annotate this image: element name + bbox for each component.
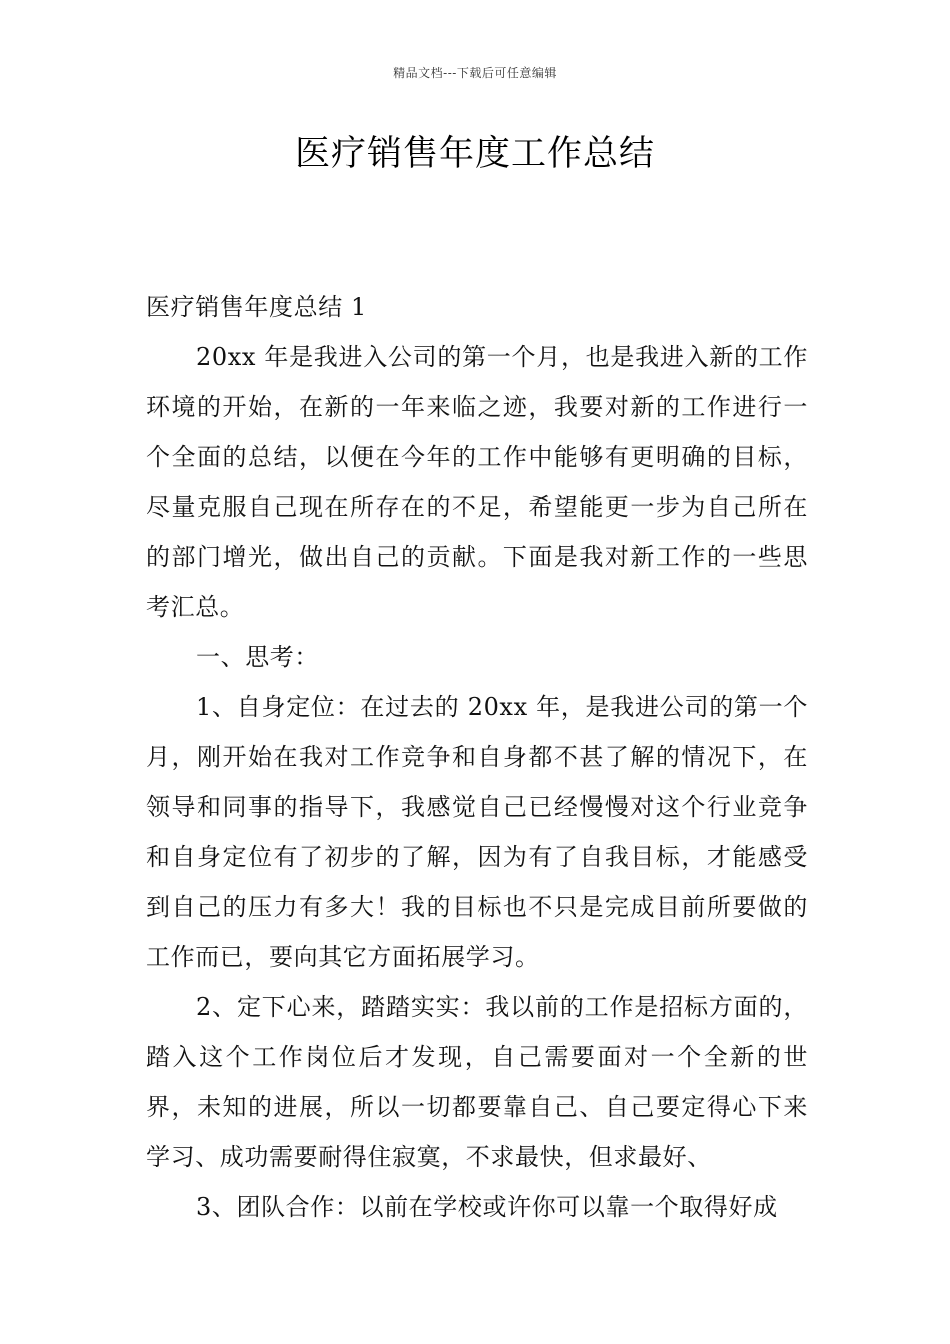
paragraph-subheading-thinking: 一、思考： xyxy=(196,643,319,671)
paragraph-teamwork: 3、团队合作：以前在学校或许你可以靠一个取得好成 xyxy=(196,1193,778,1221)
section-heading: 医疗销售年度总结 1 xyxy=(146,293,367,321)
paragraph-settle-down: 2、定下心来，踏踏实实：我以前的工作是招标方面的，踏入这个工作岗位后才发现，自己需要面对一个全新的世界，未知的进展，所以一切都要靠自己、自己要定得心下来学习、成功需要耐得住寂寞，不求最快，但求最好、 xyxy=(146,993,808,1171)
document-body xyxy=(146,282,808,1232)
paragraph-self-positioning: 1、自身定位：在过去的 20xx 年，是我进公司的第一个月，刚开始在我对工作竞争和自身都不甚了解的情况下，在领导和同事的指导下，我感觉自己已经慢慢对这个行业竞争和自身定位有了初步的了解，因为有了自我目标，才能感受到自己的压力有多大！我的目标也不只是完成目前所要做的工作而已，要向其它方面拓展学习。 xyxy=(146,693,808,971)
document-title: 医疗销售年度工作总结 xyxy=(294,134,655,174)
page-header-watermark: 精品文档---下载后可任意编辑 xyxy=(393,66,557,80)
paragraph-intro: 20xx 年是我进入公司的第一个月，也是我进入新的工作环境的开始，在新的一年来临之迹，我要对新的工作进行一个全面的总结，以便在今年的工作中能够有更明确的目标，尽量克服自己现在所存在的不足，希望能更一步为自己所在的部门增光，做出自己的贡献。下面是我对新工作的一些思考汇总。 xyxy=(146,343,808,621)
